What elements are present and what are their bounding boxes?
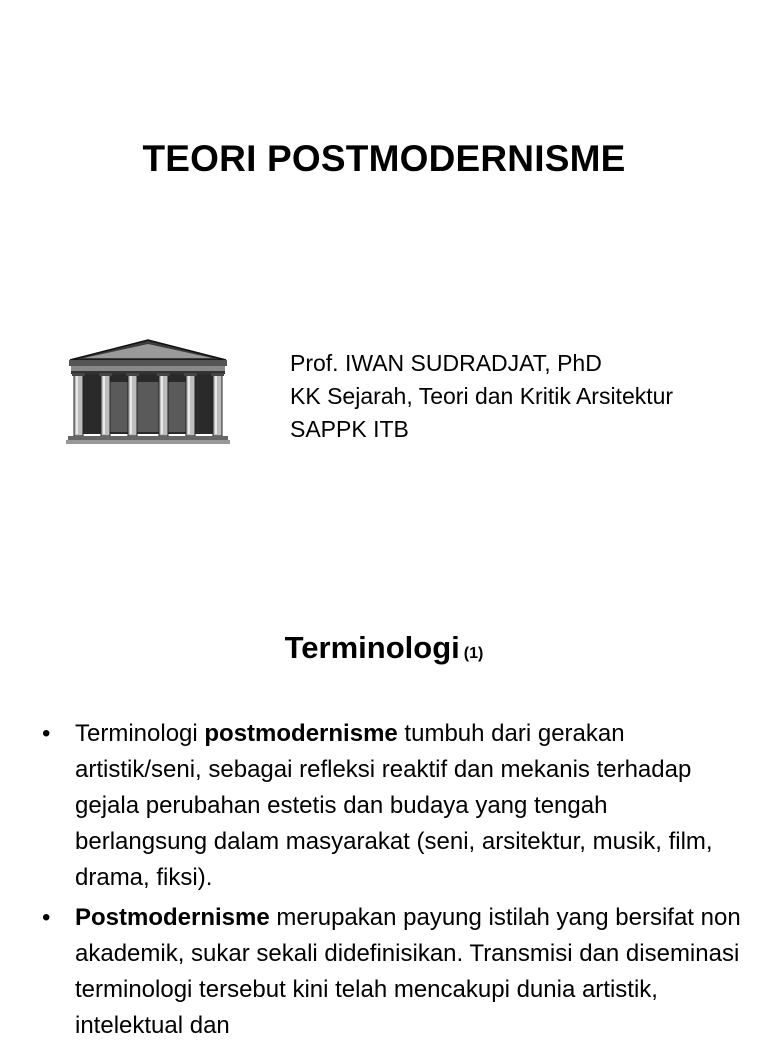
author-department: KK Sejarah, Teori dan Kritik Arsitektur	[290, 383, 674, 409]
slide-heading-text: Terminologi	[284, 630, 460, 665]
bullet-text-before: Terminologi	[75, 720, 205, 747]
author-name: Prof. IWAN SUDRADJAT, PhD	[290, 350, 602, 376]
slide-heading-number: (1)	[463, 645, 484, 662]
bullet-item	[42, 900, 742, 1044]
bullet-item	[42, 716, 742, 896]
author-info	[290, 347, 673, 446]
bullet-list	[42, 716, 742, 1048]
presentation-title: TEORI POSTMODERNISME	[142, 138, 626, 179]
bullet-dot: •	[42, 904, 51, 931]
bullet-text-bold: Postmodernisme	[75, 904, 270, 931]
bullet-text-after: merupakan payung istilah yang bersifat non akademik, sukar sekali didefinisikan. Transmisi dan diseminasi terminologi tersebut kini telah mencakupi dunia artistik, intelektual dan	[75, 904, 741, 1039]
bullet-text-after: tumbuh dari gerakan artistik/seni, sebagai refleksi reaktif dan mekanis terhadap gejala perubahan estetis dan budaya yang tengah berlangsung dalam masyarakat (seni, arsitektur, musik, film, drama, fiksi).	[75, 720, 713, 891]
terminology-slide	[0, 576, 768, 1039]
bullet-text-bold: postmodernisme	[204, 720, 398, 747]
slide-heading	[0, 630, 768, 666]
greek-temple-icon	[66, 338, 230, 446]
author-institution: SAPPK ITB	[290, 416, 409, 442]
bullet-dot: •	[42, 720, 51, 747]
